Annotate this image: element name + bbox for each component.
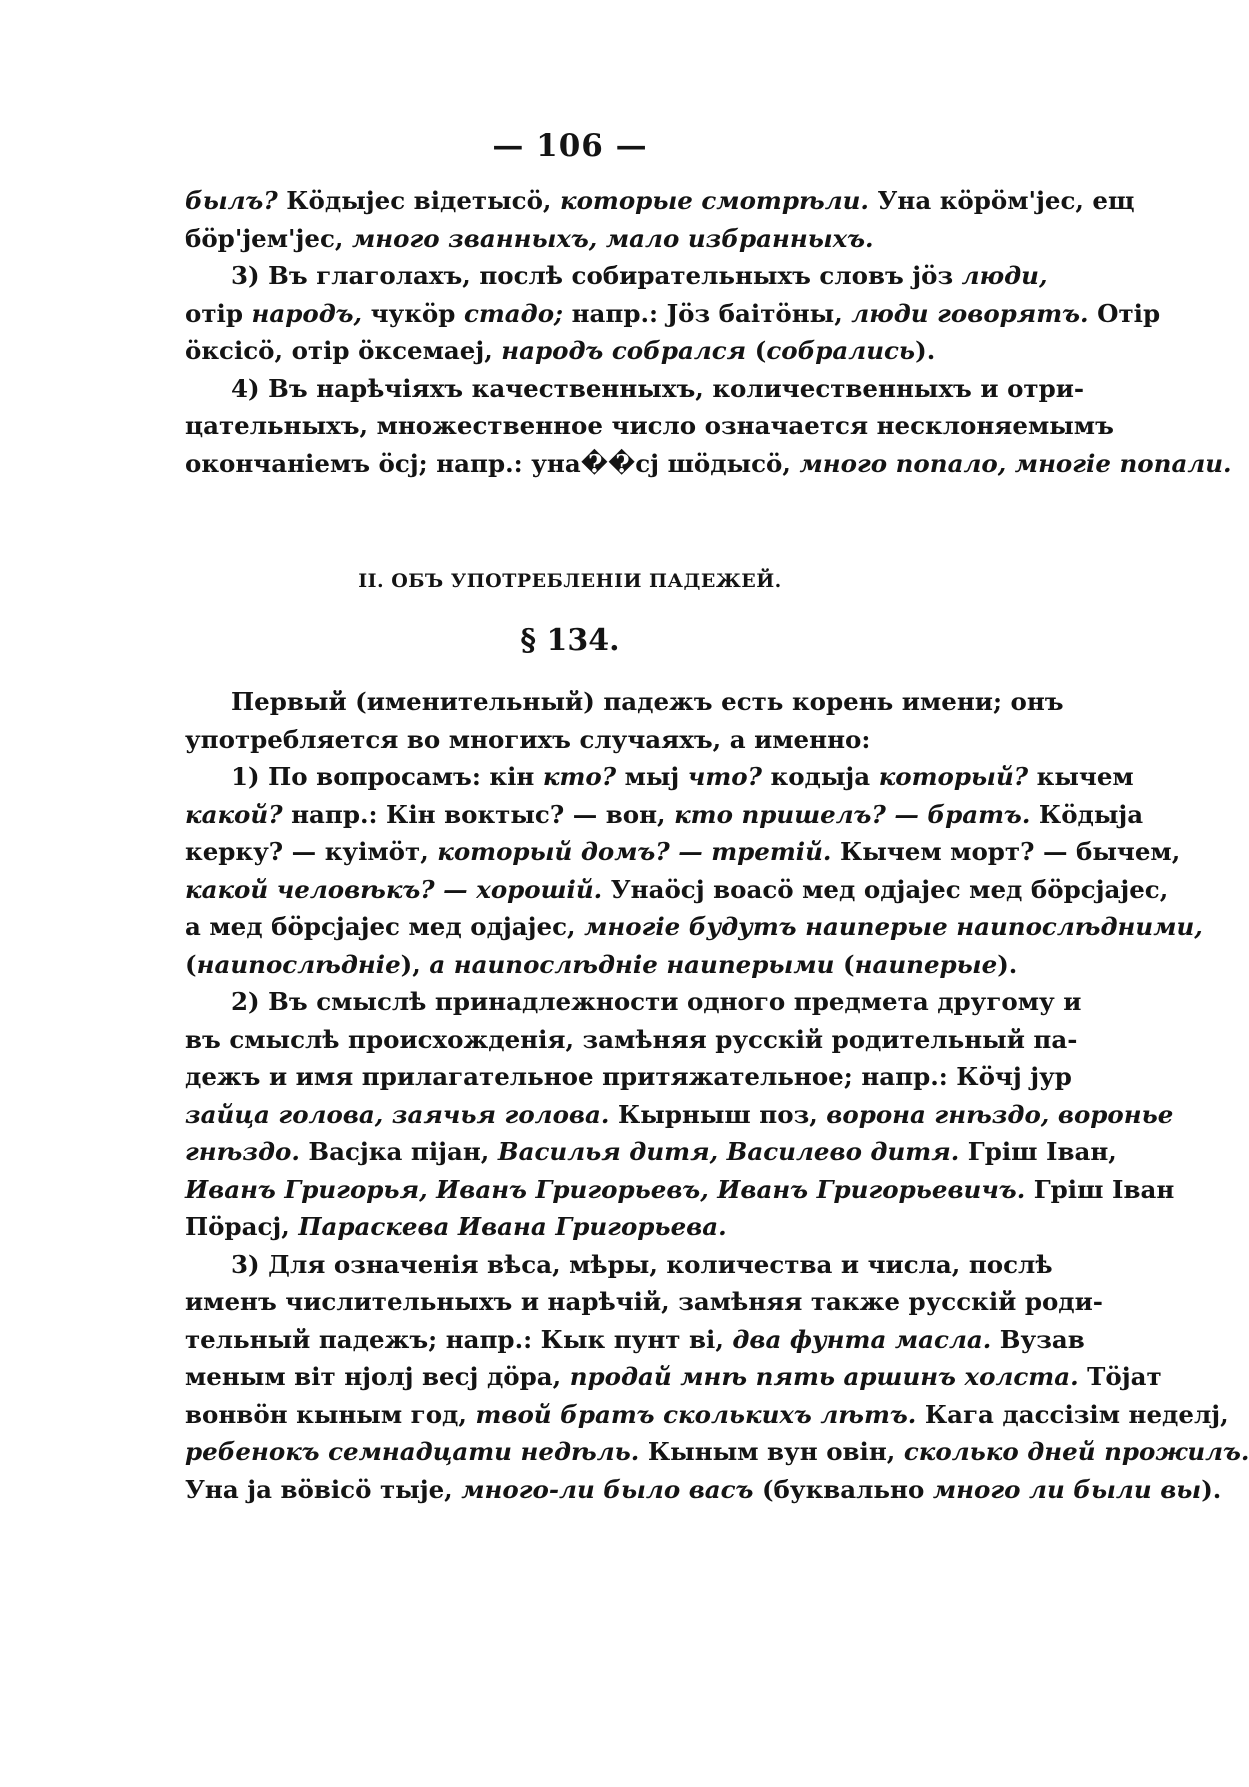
italic-text: который?: [878, 762, 1029, 791]
italic-text: наипослѣдніе: [196, 949, 401, 979]
text-segment: именъ числительныхъ и нарѣчій, замѣняя также русскій роди-: [185, 1287, 1103, 1316]
text-segment: ).: [997, 949, 1018, 979]
italic-text: люди говорятъ.: [851, 298, 1089, 328]
page-number: — 106 —: [492, 128, 648, 164]
text-segment: употребляется во многихъ случаяхъ, а именно:: [185, 724, 871, 754]
text-line: [185, 220, 1005, 258]
text-segment: (: [185, 949, 197, 979]
text-line: [185, 1321, 1085, 1359]
text-line: [185, 1133, 1117, 1171]
text-segment: ӧксісӧ, отір ӧксемаеј,: [185, 336, 502, 365]
text-line: [185, 721, 1005, 759]
text-segment: напр.: Јӧз баітӧны,: [563, 298, 852, 328]
text-segment: Первый (именительный) падежъ есть корень имени; онъ: [231, 687, 1064, 716]
italic-text: сколько дней прожилъ.: [903, 1437, 1249, 1466]
text-line: [185, 1471, 1222, 1509]
text-line: [185, 1021, 1078, 1059]
text-line: [185, 370, 1085, 408]
text-segment: бӧр'јем'јес,: [185, 223, 352, 253]
italic-text: люди,: [961, 261, 1048, 290]
text-line: [185, 1358, 1162, 1396]
italic-text: Василья дитя, Василево дитя.: [497, 1137, 960, 1166]
text-line: [185, 1058, 1072, 1096]
text-segment: (: [834, 949, 855, 979]
text-segment: окончаніемъ ӧсј; напр.: уна��сј шӧдысӧ,: [185, 448, 800, 478]
text-segment: (буквально: [753, 1474, 933, 1504]
text-segment: Кӧдыјес відетысӧ,: [286, 186, 560, 215]
text-line: [185, 796, 1144, 834]
text-line: [185, 182, 1135, 220]
section-heading: II. ОБЪ УПОТРЕБЛЕНІИ ПАДЕЖЕЙ.: [358, 570, 782, 592]
text-segment: Кыным вун овін,: [639, 1437, 904, 1466]
italic-text: собрались: [766, 336, 916, 365]
text-line: [185, 1433, 1249, 1471]
text-segment: чукӧр: [362, 298, 464, 328]
italic-text: много званныхъ, мало избранныхъ.: [351, 223, 874, 253]
italic-text: а наипослѣдніе наиперыми: [429, 949, 835, 979]
italic-text: стадо;: [463, 298, 564, 328]
text-line: [185, 946, 1018, 984]
text-segment: напр.: Кін воктыс? — вон,: [282, 799, 675, 829]
text-line: [185, 332, 1005, 370]
text-line: [185, 1246, 1053, 1284]
italic-text: два фунта масла.: [732, 1324, 992, 1354]
text-segment: въ смыслѣ происхожденія, замѣняя русскій родительный па-: [185, 1024, 1078, 1054]
text-segment: 1) По вопросамъ: кін: [231, 762, 543, 791]
text-line: [185, 295, 1161, 333]
text-line: [185, 407, 1114, 445]
text-line: [185, 983, 1082, 1021]
text-block-top: [185, 182, 1232, 482]
italic-text: народъ,: [251, 298, 363, 328]
text-line: [185, 833, 1181, 871]
text-segment: ),: [400, 949, 430, 979]
text-segment: Уна ја вӧвісӧ тыје,: [185, 1474, 462, 1504]
italic-text: гнѣздо.: [185, 1137, 300, 1166]
italic-text: кто пришелъ? — братъ.: [674, 799, 1031, 829]
italic-text: много ли были вы: [932, 1474, 1202, 1504]
text-segment: мыј: [616, 762, 688, 791]
text-segment: Кӧдыја: [1030, 799, 1144, 829]
text-segment: Тӧјат: [1078, 1362, 1162, 1391]
text-segment: дежъ и имя прилагательное притяжательное; напр.: Кӧчј јур: [185, 1062, 1072, 1091]
text-segment: 4) Въ нарѣчіяхъ качественныхъ, количественныхъ и отри-: [231, 373, 1085, 403]
text-segment: керку? — куімӧт,: [185, 837, 438, 866]
text-segment: 2) Въ смыслѣ принадлежности одного предмета другому и: [231, 987, 1082, 1016]
text-segment: (: [746, 336, 767, 365]
italic-text: какой человѣкъ? — хорошій.: [185, 874, 603, 904]
text-segment: ).: [915, 336, 936, 365]
italic-text: продай мнѣ пять аршинъ холста.: [569, 1362, 1079, 1391]
text-line: [185, 683, 1064, 721]
text-segment: 3) Въ глаголахъ, послѣ собирательныхъ словъ јӧз: [231, 261, 962, 290]
text-line: [185, 257, 1048, 295]
text-segment: Кычем морт? — бычем,: [831, 837, 1181, 866]
text-line: [185, 908, 1203, 946]
text-line: [185, 1396, 1229, 1434]
text-line: [185, 1171, 1175, 1209]
italic-text: который домъ? — третій.: [437, 837, 832, 866]
text-segment: Гріш Іван: [1025, 1174, 1175, 1204]
italic-text: Параскева Ивана Григорьева.: [298, 1212, 727, 1241]
text-segment: тельный падежъ; напр.: Кык пунт ві,: [185, 1324, 733, 1354]
text-segment: а мед бӧрсјајес мед одјајес,: [185, 912, 585, 941]
italic-text: многіе будутъ наиперые наипослѣдними,: [584, 912, 1203, 941]
italic-text: народъ собрался: [501, 336, 747, 365]
text-line: [185, 445, 1232, 483]
italic-text: Иванъ Григорья, Иванъ Григорьевъ, Иванъ Григорьевичъ.: [185, 1174, 1026, 1204]
italic-text: зайца голова, заячья голова.: [185, 1099, 610, 1129]
text-segment: Пӧрасј,: [185, 1212, 299, 1241]
text-segment: Отір: [1088, 298, 1161, 328]
italic-text: что?: [687, 762, 762, 791]
text-segment: Гріш Іван,: [959, 1137, 1117, 1166]
text-segment: ).: [1201, 1474, 1222, 1504]
text-line: [185, 871, 1169, 909]
italic-text: какой?: [185, 799, 283, 829]
text-segment: отір: [185, 298, 252, 328]
text-segment: Васјка піјан,: [299, 1137, 498, 1166]
text-segment: Кага дассізім неделј,: [916, 1399, 1229, 1429]
text-segment: кодыја: [761, 762, 879, 791]
italic-text: кто?: [542, 762, 617, 791]
text-segment: меным віт нјолј весј дӧра,: [185, 1362, 570, 1391]
text-line: [185, 758, 1134, 796]
text-segment: Кырныш поз,: [609, 1099, 827, 1129]
italic-text: которые смотрѣли.: [560, 186, 869, 215]
italic-text: ворона гнѣздо, воронье: [826, 1099, 1174, 1129]
text-line: [185, 1283, 1103, 1321]
italic-text: ребенокъ семнадцати недѣль.: [185, 1437, 640, 1466]
text-block-main: [185, 683, 1249, 1508]
text-line: [185, 1208, 1005, 1246]
text-line: [185, 1096, 1174, 1134]
text-segment: кычем: [1028, 762, 1134, 791]
italic-text: много попало, многіе попали.: [799, 448, 1232, 478]
text-segment: Унаӧсј воасӧ мед одјајес мед бӧрсјајес,: [602, 874, 1169, 904]
italic-text: былъ?: [185, 186, 287, 215]
italic-text: наиперые: [854, 949, 998, 979]
text-segment: 3) Для означенія вѣса, мѣры, количества и числа, послѣ: [231, 1249, 1053, 1279]
paragraph-number: § 134.: [520, 623, 620, 658]
text-segment: вонвӧн кыным год,: [185, 1399, 476, 1429]
italic-text: твой братъ сколькихъ лѣтъ.: [475, 1399, 917, 1429]
text-segment: Уна кӧрӧм'јес, ещ: [868, 186, 1135, 215]
text-segment: Вузав: [991, 1324, 1085, 1354]
italic-text: много-ли было васъ: [461, 1474, 754, 1504]
text-segment: цательныхъ, множественное число означается несклоняемымъ: [185, 411, 1114, 440]
